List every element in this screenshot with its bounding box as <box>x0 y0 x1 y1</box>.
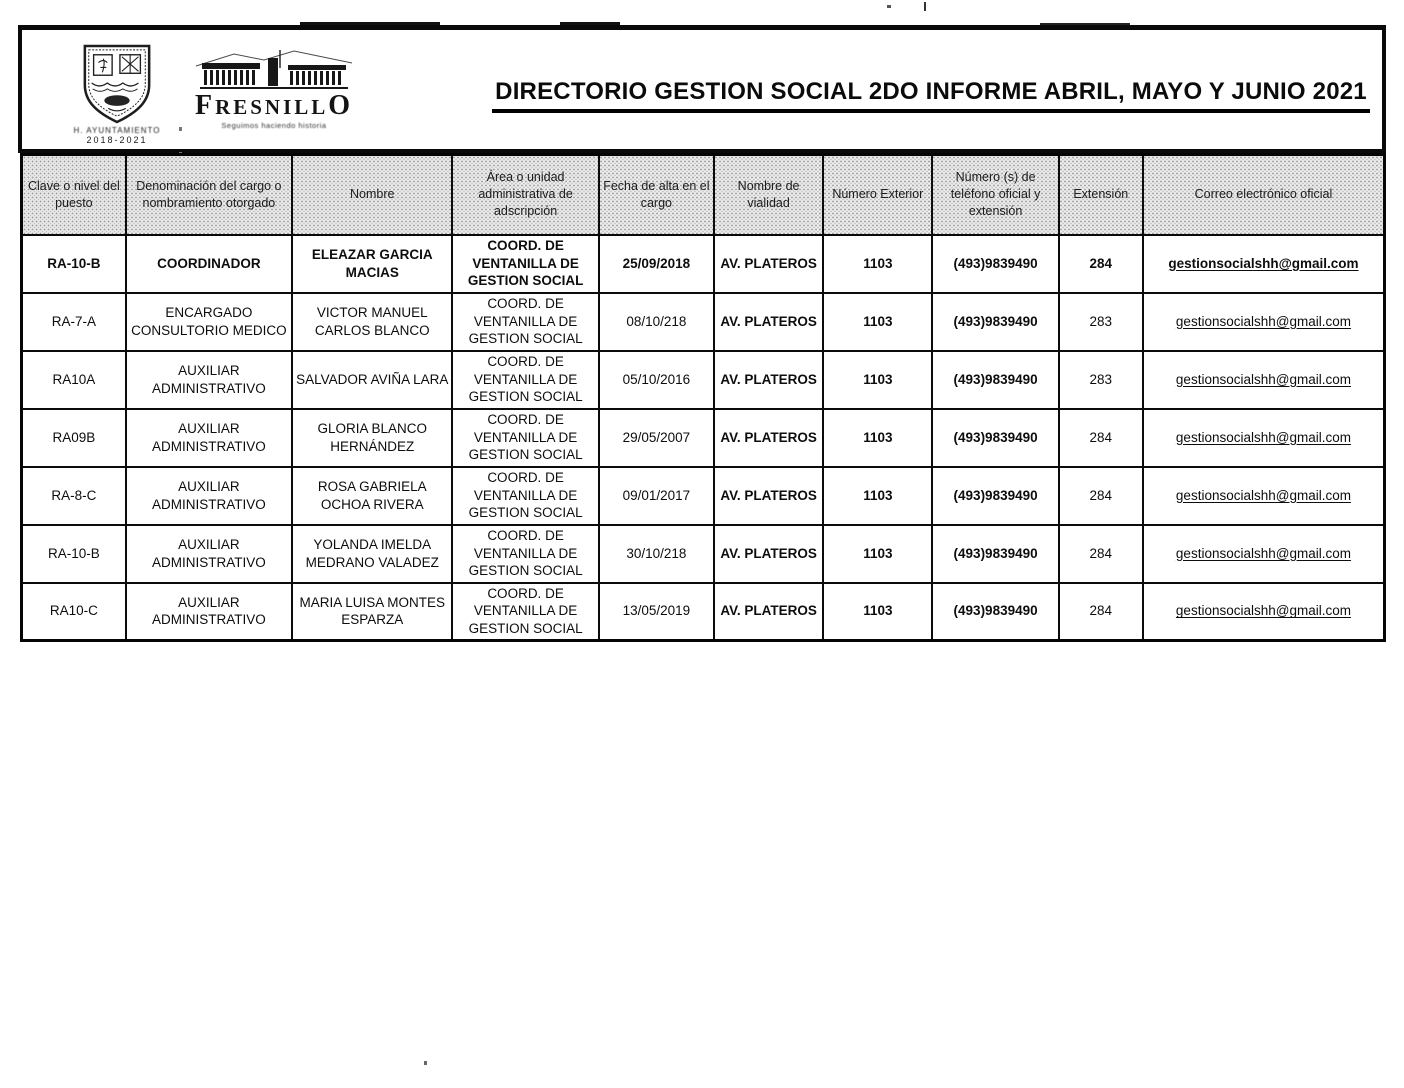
cell-denominacion-cargo: AUXILIAR ADMINISTRATIVO <box>126 583 292 641</box>
cell-fecha-alta: 13/05/2019 <box>599 583 714 641</box>
column-header: Nombre <box>292 155 452 235</box>
cell-nombre: YOLANDA IMELDA MEDRANO VALADEZ <box>292 525 452 583</box>
cell-clave-puesto: RA09B <box>22 409 126 467</box>
cell-clave-puesto: RA-7-A <box>22 293 126 351</box>
directory-table-header-row <box>22 155 1385 235</box>
cell-denominacion-cargo: ENCARGADO CONSULTORIO MEDICO <box>126 293 292 351</box>
cell-nombre: VICTOR MANUEL CARLOS BLANCO <box>292 293 452 351</box>
cell-nombre-vialidad: AV. PLATEROS <box>714 467 823 525</box>
column-header: Área o unidad administrativa de adscripción <box>452 155 598 235</box>
cell-area-adscripcion: COORD. DE VENTANILLA DE GESTION SOCIAL <box>452 235 598 293</box>
cell-numero-exterior: 1103 <box>823 351 932 409</box>
cell-nombre: ROSA GABRIELA OCHOA RIVERA <box>292 467 452 525</box>
scan-artifact <box>924 2 926 11</box>
cell-nombre-vialidad: AV. PLATEROS <box>714 583 823 641</box>
document-header <box>18 25 1386 153</box>
cell-area-adscripcion: COORD. DE VENTANILLA DE GESTION SOCIAL <box>452 409 598 467</box>
table-row <box>22 525 1385 583</box>
email-link: gestionsocialshh@gmail.com <box>1175 545 1351 561</box>
cell-nombre: SALVADOR AVIÑA LARA <box>292 351 452 409</box>
cell-area-adscripcion: COORD. DE VENTANILLA DE GESTION SOCIAL <box>452 467 598 525</box>
scan-artifact <box>887 5 891 8</box>
column-header: Fecha de alta en el cargo <box>599 155 714 235</box>
cell-telefono: (493)9839490 <box>932 583 1058 641</box>
page-title: DIRECTORIO GESTION SOCIAL 2DO INFORME ABRIL, MAYO Y JUNIO 2021 <box>492 78 1370 113</box>
cell-denominacion-cargo: COORDINADOR <box>126 235 292 293</box>
cell-correo <box>1143 583 1385 641</box>
email-link: gestionsocialshh@gmail.com <box>1175 313 1351 329</box>
cell-fecha-alta: 30/10/218 <box>599 525 714 583</box>
cell-telefono: (493)9839490 <box>932 351 1058 409</box>
column-header: Extensión <box>1059 155 1143 235</box>
cell-numero-exterior: 1103 <box>823 235 932 293</box>
column-header: Número Exterior <box>823 155 932 235</box>
cell-telefono: (493)9839490 <box>932 235 1058 293</box>
cell-extension: 284 <box>1059 409 1143 467</box>
shield-icon <box>62 42 172 126</box>
cell-fecha-alta: 08/10/218 <box>599 293 714 351</box>
scan-artifact <box>424 1061 427 1065</box>
cell-nombre-vialidad: AV. PLATEROS <box>714 409 823 467</box>
fresnillo-wordmark: FRESNILLO <box>194 90 354 121</box>
email-link: gestionsocialshh@gmail.com <box>1168 255 1359 271</box>
cell-correo <box>1143 351 1385 409</box>
cell-area-adscripcion: COORD. DE VENTANILLA DE GESTION SOCIAL <box>452 351 598 409</box>
colonnade-building-icon <box>174 48 374 92</box>
cell-extension: 284 <box>1059 583 1143 641</box>
cell-extension: 284 <box>1059 467 1143 525</box>
cell-area-adscripcion: COORD. DE VENTANILLA DE GESTION SOCIAL <box>452 525 598 583</box>
cell-correo <box>1143 409 1385 467</box>
cell-telefono: (493)9839490 <box>932 293 1058 351</box>
cell-correo <box>1143 525 1385 583</box>
municipal-coat-of-arms-logo <box>62 42 172 146</box>
cell-extension: 284 <box>1059 235 1143 293</box>
cell-denominacion-cargo: AUXILIAR ADMINISTRATIVO <box>126 351 292 409</box>
cell-correo <box>1143 293 1385 351</box>
column-header: Nombre de vialidad <box>714 155 823 235</box>
shield-years: 2018-2021 <box>86 135 148 146</box>
cell-denominacion-cargo: AUXILIAR ADMINISTRATIVO <box>126 409 292 467</box>
cell-area-adscripcion: COORD. DE VENTANILLA DE GESTION SOCIAL <box>452 583 598 641</box>
cell-fecha-alta: 05/10/2016 <box>599 351 714 409</box>
cell-nombre: ELEAZAR GARCIA MACIAS <box>292 235 452 293</box>
cell-nombre-vialidad: AV. PLATEROS <box>714 293 823 351</box>
cell-nombre-vialidad: AV. PLATEROS <box>714 525 823 583</box>
cell-nombre: MARIA LUISA MONTES ESPARZA <box>292 583 452 641</box>
cell-clave-puesto: RA10-C <box>22 583 126 641</box>
cell-denominacion-cargo: AUXILIAR ADMINISTRATIVO <box>126 467 292 525</box>
cell-clave-puesto: RA-10-B <box>22 235 126 293</box>
cell-correo <box>1143 235 1385 293</box>
cell-telefono: (493)9839490 <box>932 467 1058 525</box>
table-row <box>22 409 1385 467</box>
cell-nombre-vialidad: AV. PLATEROS <box>714 351 823 409</box>
cell-telefono: (493)9839490 <box>932 525 1058 583</box>
cell-clave-puesto: RA-10-B <box>22 525 126 583</box>
table-row <box>22 351 1385 409</box>
cell-nombre-vialidad: AV. PLATEROS <box>714 235 823 293</box>
directory-table-body <box>22 235 1385 641</box>
cell-numero-exterior: 1103 <box>823 467 932 525</box>
cell-clave-puesto: RA-8-C <box>22 467 126 525</box>
table-row <box>22 467 1385 525</box>
cell-clave-puesto: RA10A <box>22 351 126 409</box>
table-row <box>22 235 1385 293</box>
email-link: gestionsocialshh@gmail.com <box>1175 429 1351 445</box>
column-header: Correo electrónico oficial <box>1143 155 1385 235</box>
cell-area-adscripcion: COORD. DE VENTANILLA DE GESTION SOCIAL <box>452 293 598 351</box>
column-header: Clave o nivel del puesto <box>22 155 126 235</box>
email-link: gestionsocialshh@gmail.com <box>1175 371 1351 387</box>
cell-extension: 283 <box>1059 293 1143 351</box>
column-header: Número (s) de teléfono oficial y extensión <box>932 155 1058 235</box>
cell-denominacion-cargo: AUXILIAR ADMINISTRATIVO <box>126 525 292 583</box>
table-row <box>22 583 1385 641</box>
table-row <box>22 293 1385 351</box>
email-link: gestionsocialshh@gmail.com <box>1175 487 1351 503</box>
cell-fecha-alta: 29/05/2007 <box>599 409 714 467</box>
cell-numero-exterior: 1103 <box>823 409 932 467</box>
column-header: Denominación del cargo o nombramiento otorgado <box>126 155 292 235</box>
email-link: gestionsocialshh@gmail.com <box>1175 603 1351 619</box>
directory-table <box>20 153 1386 642</box>
shield-caption: H. AYUNTAMIENTO <box>73 126 161 135</box>
fresnillo-tagline: Seguimos haciendo historia <box>221 121 327 130</box>
cell-correo <box>1143 467 1385 525</box>
cell-nombre: GLORIA BLANCO HERNÁNDEZ <box>292 409 452 467</box>
cell-telefono: (493)9839490 <box>932 409 1058 467</box>
cell-numero-exterior: 1103 <box>823 293 932 351</box>
fresnillo-logo <box>174 48 374 130</box>
cell-fecha-alta: 25/09/2018 <box>599 235 714 293</box>
cell-extension: 283 <box>1059 351 1143 409</box>
cell-numero-exterior: 1103 <box>823 525 932 583</box>
cell-extension: 284 <box>1059 525 1143 583</box>
cell-fecha-alta: 09/01/2017 <box>599 467 714 525</box>
cell-numero-exterior: 1103 <box>823 583 932 641</box>
